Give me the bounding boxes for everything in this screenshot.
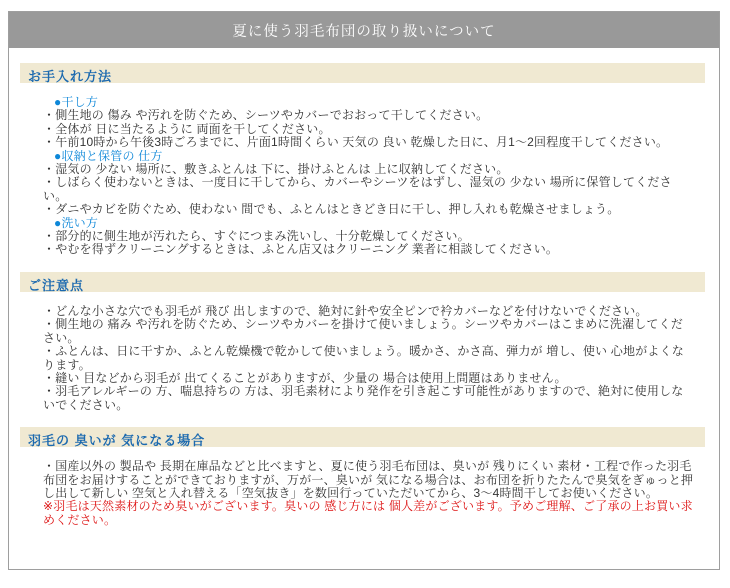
care-subheading: ●収納と保管の 仕方 [54, 148, 163, 163]
section-heading: 羽毛の 臭いが 気になる場合 [20, 427, 705, 447]
body-line: ・やむを得ずクリーニングするときは、ふとん店又はクリーニング 業者に相談してください。 [43, 242, 559, 257]
content-section [9, 427, 719, 527]
content-sections [9, 63, 719, 527]
body-line: ・縫い 目などから羽毛が 出てくることがありますが、少量の 場合は使用上問題はありません。 [43, 370, 567, 385]
body-line: ・しばらく使わないときは、一度日に干してから、カバーやシーツをはずし、湿気の 少ない 場所に保管してください。 [43, 175, 672, 203]
warning-text: ※羽毛は天然素材のため臭いがございます。臭いの 感じ方には 個人差がございます。予めご理解、ご了承の上お買い求めください。 [43, 499, 693, 527]
care-instructions-panel [8, 11, 720, 570]
section-body [9, 447, 719, 527]
body-line: ・全体が 日に当たるように 両面を干してください。 [43, 121, 331, 136]
body-line: ・側生地の 痛み や汚れを防ぐため、シーツやカバーを掛けて使いましょう。シーツやカバーはこまめに洗濯してください。 [43, 317, 684, 345]
page-title: 夏に使う羽毛布団の取り扱いについて [9, 12, 719, 48]
body-line: ・部分的に側生地が汚れたら、すぐにつまみ洗いし、十分乾燥してください。 [43, 229, 470, 244]
body-line: ・湿気の 少ない 場所に、敷きふとんは 下に、掛けふとんは 上に収納してください。 [43, 162, 509, 177]
body-line: ・側生地の 傷み や汚れを防ぐため、シーツやカバーでおおって干してください。 [43, 108, 489, 123]
section-body [9, 292, 719, 412]
section-heading: お手入れ方法 [20, 63, 705, 83]
body-line: ・ふとんは、日に干すか、ふとん乾燥機で乾かして使いましょう。暖かさ、かさ高、弾力が 増し、使い 心地がよくなります。 [43, 344, 684, 372]
content-section [9, 272, 719, 412]
section-heading: ご注意点 [20, 272, 705, 292]
content-section [9, 63, 719, 257]
body-line: ・国産以外の 製品や 長期在庫品などと比べますと、夏に使う羽毛布団は、臭いが 残りにくい 素材・工程で作った羽毛布団をお届けすることができておりますが、万が一、臭いが 気になる場合は、お布団を折りたたんで臭気をぎゅっと押し出して新しい 空気と入れ替える「空気抜き」を数回行っていただいてから、3～4時間干してお使いください。 [43, 459, 694, 500]
body-line: ・どんな小さな穴でも羽毛が 飛び 出しますので、絶対に針や安全ピンで衿カバーなどを付けないでください。 [43, 303, 648, 318]
body-line: ・午前10時から午後3時ごろまでに、片面1時間くらい 天気の 良い 乾燥した日に、月1～2回程度干してください。 [43, 135, 669, 150]
section-body [9, 83, 719, 257]
body-line: ・ダニやカビを防ぐため、使わない 間でも、ふとんはときどき日に干し、押し入れも乾燥させましょう。 [43, 202, 620, 217]
care-subheading: ●洗い方 [54, 215, 99, 230]
care-subheading: ●干し方 [54, 95, 99, 109]
body-line: ・羽毛アレルギーの 方、喘息持ちの 方は、羽毛素材により発作を引き起こす可能性がありますので、絶対に使用しないでください。 [43, 384, 684, 412]
